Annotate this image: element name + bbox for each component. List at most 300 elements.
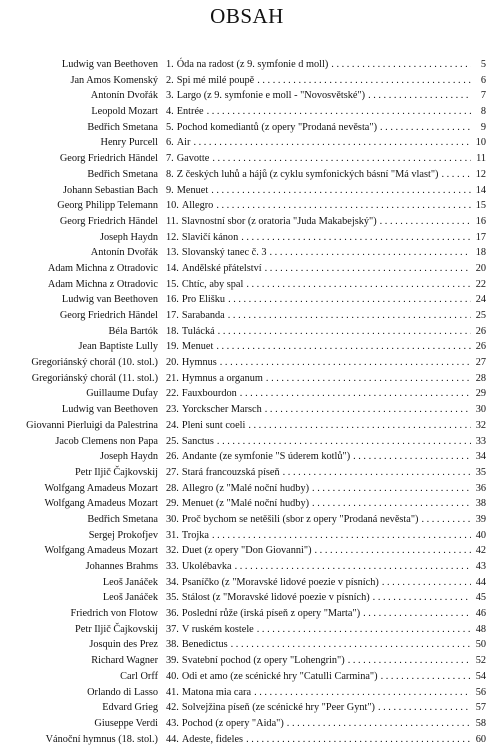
page-number: 34	[475, 451, 486, 463]
page-number: 44	[475, 576, 486, 588]
toc-entry	[166, 418, 486, 434]
entry-title: Andělské přátelství	[181, 262, 262, 274]
entry-title: V ruském kostele	[181, 623, 254, 635]
dot-leader	[241, 230, 471, 246]
composer-name: Antonín Dvořák	[90, 247, 158, 259]
composer-name: Friedrich von Flotow	[70, 608, 158, 620]
toc-entry	[166, 528, 486, 544]
page-number: 11	[476, 153, 486, 165]
page-number: 36	[475, 482, 486, 494]
entry-number: 37.	[166, 623, 179, 635]
entry-title: Slovanský tanec č. 3	[181, 247, 267, 259]
toc-row	[0, 371, 494, 387]
entry-title: Air	[176, 137, 191, 149]
toc-row	[0, 308, 494, 324]
entry-number: 41.	[166, 686, 179, 698]
composer-name: Petr Iljič Čajkovskij	[75, 466, 158, 478]
toc-entry	[166, 245, 486, 261]
page-number: 50	[475, 639, 486, 651]
toc-row	[0, 120, 494, 136]
dot-leader	[257, 73, 471, 89]
entry-title: Menuet	[176, 184, 209, 196]
entry-number: 30.	[166, 513, 179, 525]
page-number: 26	[475, 341, 486, 353]
toc-entry	[166, 73, 486, 89]
toc-entry	[166, 434, 486, 450]
table-of-contents	[0, 57, 494, 747]
entry-number: 27.	[166, 466, 179, 478]
entry-title: Benedictus	[181, 639, 228, 651]
entry-number: 25.	[166, 435, 179, 447]
composer-name: Ludwig van Beethoven	[61, 59, 158, 70]
toc-row	[0, 324, 494, 340]
entry-number: 20.	[166, 357, 179, 369]
entry-number: 34.	[166, 576, 179, 588]
dot-leader	[211, 183, 471, 199]
page-number: 43	[475, 561, 486, 572]
toc-row	[0, 481, 494, 497]
entry-number: 9.	[166, 184, 174, 196]
dot-leader	[265, 261, 471, 277]
composer-name: Petr Iljič Čajkovskij	[75, 623, 158, 635]
composer-name: Gregoriánský chorál (10. stol.)	[31, 357, 158, 369]
composer-name: Wolfgang Amadeus Mozart	[44, 498, 158, 510]
entry-title: Menuet	[181, 341, 214, 353]
entry-title: Odi et amo (ze scénické hry "Catulli Carmina")	[181, 670, 378, 682]
page-number: 35	[475, 466, 486, 478]
composer-name: Johann Sebastian Bach	[63, 184, 158, 196]
toc-entry	[166, 277, 486, 293]
entry-number: 39.	[166, 655, 179, 667]
page-title: OBSAH	[210, 4, 284, 28]
entry-number: 43.	[166, 717, 179, 729]
dot-leader	[368, 88, 471, 104]
dot-leader	[217, 434, 471, 450]
dot-leader	[378, 700, 471, 716]
entry-number: 42.	[166, 702, 179, 714]
entry-title: Yorckscher Marsch	[181, 404, 262, 416]
entry-title: Z českých luhů a hájů (z cyklu symfonických básní "Má vlast")	[176, 168, 439, 180]
composer-name: Bedřich Smetana	[87, 168, 158, 180]
dot-leader	[382, 575, 471, 591]
toc-entry	[166, 135, 486, 151]
entry-number: 4.	[166, 106, 174, 118]
entry-title: Largo (z 9. symfonie e moll - "Novosvětské")	[176, 90, 366, 102]
composer-name: Georg Friedrich Händel	[59, 215, 158, 227]
entry-number: 38.	[166, 639, 179, 651]
entry-number: 12.	[166, 231, 179, 243]
toc-row	[0, 339, 494, 355]
entry-number: 33.	[166, 561, 179, 572]
dot-leader	[380, 120, 471, 136]
page-number: 33	[475, 435, 486, 447]
entry-title: Hymnus	[181, 357, 217, 369]
entry-title: Pochod komediantů (z opery "Prodaná nevěsta")	[176, 121, 378, 133]
composer-name: Guillaume Dufay	[86, 388, 158, 400]
toc-row	[0, 496, 494, 512]
toc-row	[0, 198, 494, 214]
composer-name: Bedřich Smetana	[87, 513, 158, 525]
page-number: 56	[475, 686, 486, 698]
dot-leader	[248, 418, 471, 434]
entry-title: Pleni sunt coeli	[181, 419, 246, 431]
dot-leader	[315, 543, 471, 559]
entry-title: Gavotte	[176, 153, 210, 165]
toc-entry	[166, 402, 486, 418]
composer-name: Antonín Dvořák	[90, 90, 158, 102]
dot-leader	[381, 669, 471, 685]
toc-entry	[166, 575, 486, 591]
toc-entry	[166, 512, 486, 528]
page-number: 60	[475, 733, 486, 745]
page-number: 28	[475, 372, 486, 384]
toc-row	[0, 57, 494, 73]
toc-row	[0, 732, 494, 747]
composer-name: Wolfgang Amadeus Mozart	[44, 545, 158, 557]
dot-leader	[287, 716, 471, 732]
toc-row	[0, 88, 494, 104]
entry-number: 24.	[166, 419, 179, 431]
toc-entry	[166, 230, 486, 246]
composer-name: Jacob Clemens non Papa	[55, 435, 158, 447]
toc-row	[0, 528, 494, 544]
composer-name: Ludwig van Beethoven	[61, 294, 158, 306]
toc-entry	[166, 637, 486, 653]
toc-entry	[166, 371, 486, 387]
toc-row	[0, 465, 494, 481]
entry-number: 5.	[166, 121, 174, 133]
page-number: 17	[475, 231, 486, 243]
page-number: 32	[475, 419, 486, 431]
dot-leader	[373, 590, 471, 606]
entry-title: Duet (z opery "Don Giovanni")	[181, 545, 312, 557]
toc-row	[0, 292, 494, 308]
entry-title: Tulácká	[181, 325, 215, 337]
toc-row	[0, 575, 494, 591]
composer-name: Ludwig van Beethoven	[61, 404, 158, 416]
composer-name: Joseph Haydn	[99, 451, 158, 463]
toc-row	[0, 685, 494, 701]
toc-row	[0, 73, 494, 89]
entry-title: Menuet (z "Malé noční hudby)	[181, 498, 310, 510]
dot-leader	[207, 104, 471, 120]
toc-entry	[166, 559, 486, 575]
entry-number: 1.	[166, 59, 174, 70]
entry-title: Fauxbourdon	[181, 388, 237, 400]
toc-row	[0, 653, 494, 669]
composer-name: Vánoční hymnus (18. stol.)	[45, 733, 158, 745]
entry-number: 22.	[166, 388, 179, 400]
page-number: 5	[480, 59, 486, 70]
dot-leader	[348, 653, 471, 669]
toc-entry	[166, 57, 486, 73]
toc-row	[0, 590, 494, 606]
dot-leader	[421, 512, 471, 528]
entry-number: 3.	[166, 90, 174, 102]
composer-name: Josquin des Prez	[89, 639, 158, 651]
page-number: 15	[475, 200, 486, 212]
page-number: 12	[475, 168, 486, 180]
composer-name: Gregoriánský chorál (11. stol.)	[31, 372, 158, 384]
entry-number: 26.	[166, 451, 179, 463]
dot-leader	[353, 449, 471, 465]
toc-row	[0, 245, 494, 261]
dot-leader	[228, 292, 471, 308]
page-number: 16	[475, 215, 486, 227]
toc-entry	[166, 653, 486, 669]
composer-name: Johannes Brahms	[85, 561, 158, 572]
entry-number: 17.	[166, 310, 179, 321]
entry-title: Sanctus	[181, 435, 214, 447]
entry-title: Adeste, fideles	[181, 733, 244, 745]
toc-entry	[166, 308, 486, 324]
dot-leader	[235, 559, 471, 575]
composer-name: Leopold Mozart	[91, 106, 158, 118]
page-number: 26	[475, 325, 486, 337]
toc-row	[0, 559, 494, 575]
toc-row	[0, 230, 494, 246]
entry-title: Spi mé milé poupě	[176, 74, 255, 86]
dot-leader	[218, 324, 471, 340]
toc-entry	[166, 386, 486, 402]
dot-leader	[331, 57, 471, 73]
toc-entry	[166, 685, 486, 701]
dot-leader	[312, 481, 471, 497]
toc-row	[0, 449, 494, 465]
toc-entry	[166, 700, 486, 716]
toc-entry	[166, 732, 486, 747]
dot-leader	[240, 386, 471, 402]
page-number: 52	[475, 655, 486, 667]
entry-number: 11.	[166, 215, 179, 227]
composer-name: Georg Philipp Telemann	[57, 200, 158, 212]
toc-row	[0, 716, 494, 732]
entry-title: Allegro (z "Malé noční hudby)	[181, 482, 310, 494]
dot-leader	[246, 732, 471, 747]
composer-name: Jean Baptiste Lully	[78, 341, 158, 353]
entry-number: 14.	[166, 262, 179, 274]
entry-number: 13.	[166, 247, 179, 259]
page-number: 10	[475, 137, 486, 149]
page-number: 46	[475, 608, 486, 620]
composer-name: Bedřich Smetana	[87, 121, 158, 133]
toc-entry	[166, 465, 486, 481]
dot-leader	[212, 528, 471, 544]
toc-row	[0, 622, 494, 638]
entry-title: Solvejžina píseň (ze scénické hry "Peer Gynt")	[181, 702, 375, 714]
entry-title: Hymnus a organum	[181, 372, 263, 384]
entry-number: 32.	[166, 545, 179, 557]
toc-entry	[166, 481, 486, 497]
page-number: 24	[475, 294, 486, 306]
toc-row	[0, 512, 494, 528]
page-number: 8	[480, 106, 486, 118]
page-number: 58	[475, 717, 486, 729]
toc-row	[0, 183, 494, 199]
toc-row	[0, 637, 494, 653]
toc-entry	[166, 339, 486, 355]
toc-entry	[166, 214, 486, 230]
toc-entry	[166, 496, 486, 512]
composer-name: Giovanni Pierluigi da Palestrina	[26, 419, 158, 431]
toc-entry	[166, 716, 486, 732]
entry-number: 6.	[166, 137, 174, 149]
toc-entry	[166, 88, 486, 104]
toc-row	[0, 167, 494, 183]
page-number: 27	[475, 357, 486, 369]
dot-leader	[216, 339, 471, 355]
entry-number: 36.	[166, 608, 179, 620]
entry-title: Slavnostní sbor (z oratoria "Juda Makabejský")	[181, 215, 377, 227]
dot-leader	[363, 606, 471, 622]
toc-row	[0, 135, 494, 151]
entry-title: Sarabanda	[181, 310, 225, 321]
toc-row	[0, 214, 494, 230]
entry-title: Pro Elišku	[181, 294, 226, 306]
dot-leader	[312, 496, 471, 512]
composer-name: Wolfgang Amadeus Mozart	[44, 482, 158, 494]
entry-number: 15.	[166, 278, 179, 290]
composer-name: Leoš Janáček	[102, 576, 158, 588]
dot-leader	[254, 685, 471, 701]
dot-leader	[257, 622, 471, 638]
composer-name: Carl Orff	[120, 670, 158, 682]
page-number: 48	[475, 623, 486, 635]
toc-entry	[166, 669, 486, 685]
entry-title: Chtíc, aby spal	[181, 278, 244, 290]
toc-entry	[166, 104, 486, 120]
entry-title: Slavičí kánon	[181, 231, 239, 243]
toc-entry	[166, 292, 486, 308]
page-number: 25	[475, 310, 486, 321]
entry-number: 44.	[166, 733, 179, 745]
toc-row	[0, 606, 494, 622]
entry-number: 21.	[166, 372, 179, 384]
composer-name: Joseph Haydn	[99, 231, 158, 243]
dot-leader	[216, 198, 471, 214]
page-number: 39	[475, 513, 486, 525]
toc-entry	[166, 355, 486, 371]
entry-number: 31.	[166, 529, 179, 541]
dot-leader	[270, 245, 471, 261]
composer-name: Henry Purcell	[100, 137, 158, 149]
page-number: 22	[475, 278, 486, 290]
entry-title: Psaníčko (z "Moravské lidové poezie v písních)	[181, 576, 379, 588]
dot-leader	[283, 465, 471, 481]
toc-entry	[166, 120, 486, 136]
dot-leader	[246, 277, 471, 293]
toc-row	[0, 277, 494, 293]
toc-row	[0, 669, 494, 685]
toc-row	[0, 543, 494, 559]
composer-name: Edvard Grieg	[102, 702, 158, 714]
entry-number: 40.	[166, 670, 179, 682]
toc-entry	[166, 543, 486, 559]
page-number: 6	[480, 74, 486, 86]
toc-row	[0, 700, 494, 716]
entry-title: Proč bychom se netěšili (sbor z opery "Prodaná nevěsta")	[181, 513, 419, 525]
entry-title: Andante (ze symfonie "S úderem kotlů")	[181, 451, 351, 463]
entry-number: 29.	[166, 498, 179, 510]
dot-leader	[220, 355, 471, 371]
page-number: 9	[480, 121, 486, 133]
page-number: 20	[475, 262, 486, 274]
composer-name: Giuseppe Verdi	[94, 717, 158, 729]
toc-entry	[166, 167, 486, 183]
toc-row	[0, 418, 494, 434]
page-number: 45	[475, 592, 486, 604]
toc-entry	[166, 324, 486, 340]
toc-entry	[166, 151, 486, 167]
page-number: 14	[475, 184, 486, 196]
toc-row	[0, 151, 494, 167]
page-number: 18	[475, 247, 486, 259]
entry-number: 2.	[166, 74, 174, 86]
page-number: 57	[475, 702, 486, 714]
entry-number: 18.	[166, 325, 179, 337]
toc-entry	[166, 606, 486, 622]
dot-leader	[265, 402, 471, 418]
toc-entry	[166, 261, 486, 277]
dot-leader	[228, 308, 471, 324]
toc-row	[0, 434, 494, 450]
entry-title: Trojka	[181, 529, 209, 541]
dot-leader	[380, 214, 471, 230]
page-number: 30	[475, 404, 486, 416]
entry-title: Entrée	[176, 106, 204, 118]
entry-title: Matona mia cara	[181, 686, 252, 698]
dot-leader	[231, 637, 471, 653]
dot-leader	[193, 135, 471, 151]
entry-title: Ukolébavka	[181, 561, 232, 572]
composer-name: Georg Friedrich Händel	[59, 153, 158, 165]
page-number: 40	[475, 529, 486, 541]
composer-name: Richard Wagner	[91, 655, 158, 667]
page-number: 42	[475, 545, 486, 557]
toc-entry	[166, 183, 486, 199]
composer-name: Béla Bartók	[108, 325, 158, 337]
toc-row	[0, 261, 494, 277]
dot-leader	[266, 371, 471, 387]
entry-title: Svatební pochod (z opery "Lohengrin")	[181, 655, 345, 667]
composer-name: Adam Michna z Otradovic	[47, 262, 158, 274]
dot-leader	[212, 151, 471, 167]
toc-entry	[166, 590, 486, 606]
entry-number: 23.	[166, 404, 179, 416]
entry-number: 19.	[166, 341, 179, 353]
composer-name: Adam Michna z Otradovic	[47, 278, 158, 290]
toc-row	[0, 386, 494, 402]
entry-number: 35.	[166, 592, 179, 604]
entry-title: Stará francouzská píseň	[181, 466, 280, 478]
toc-entry	[166, 198, 486, 214]
entry-title: Pochod (z opery "Aida")	[181, 717, 284, 729]
dot-leader	[442, 167, 472, 183]
entry-title: Óda na radost (z 9. symfonie d moll)	[176, 59, 329, 70]
toc-row	[0, 402, 494, 418]
entry-number: 28.	[166, 482, 179, 494]
toc-row	[0, 355, 494, 371]
entry-title: Poslední růže (irská píseň z opery "Marta")	[181, 608, 361, 620]
toc-row	[0, 104, 494, 120]
toc-entry	[166, 622, 486, 638]
composer-name: Sergej Prokofjev	[88, 529, 158, 541]
page-number: 7	[480, 90, 486, 102]
page-number: 54	[475, 670, 486, 682]
composer-name: Orlando di Lasso	[87, 686, 158, 698]
page-number: 38	[475, 498, 486, 510]
toc-entry	[166, 449, 486, 465]
